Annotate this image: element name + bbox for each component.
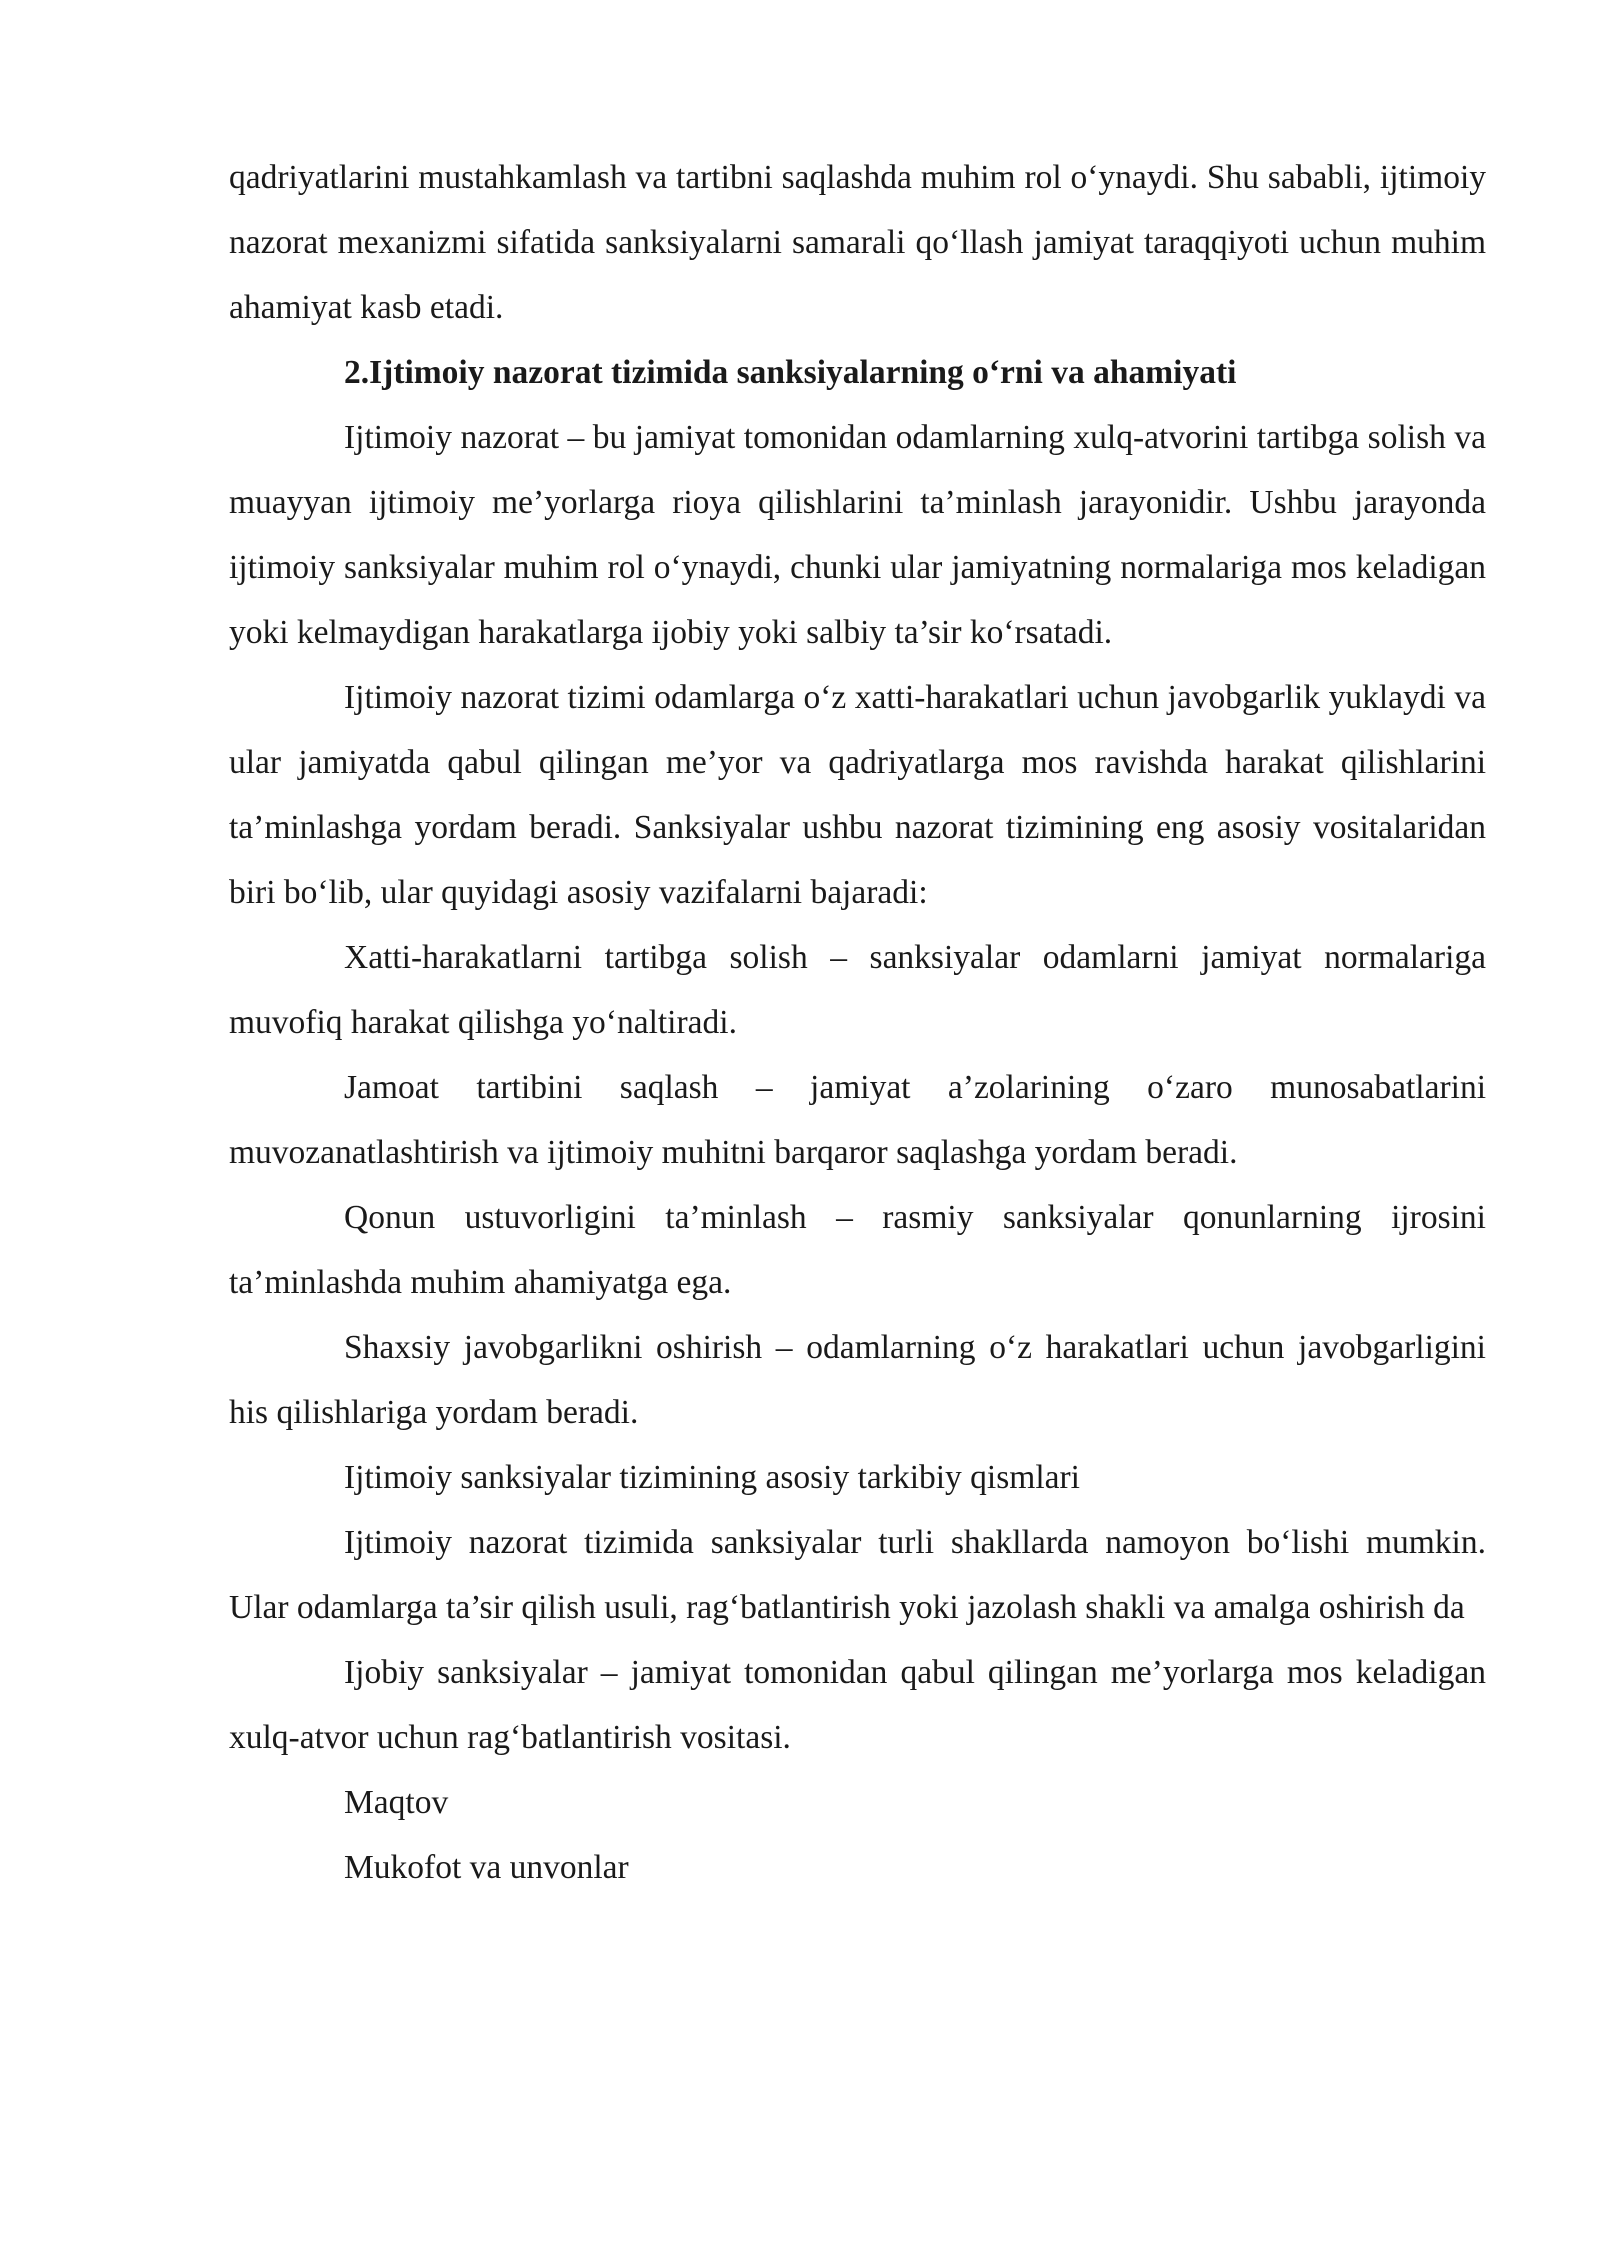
- paragraph-positive-sanctions: Ijobiy sanksiyalar – jamiyat tomonidan qabul qilingan me’yorlarga mos keladigan xulq-atvor uchun rag‘batlantirish vositasi.: [229, 1654, 1486, 1756]
- paragraph-function-3: Qonun ustuvorligini ta’minlash – rasmiy sanksiyalar qonunlarning ijrosini ta’minlashda muhim ahamiyatga ega.: [229, 1199, 1486, 1301]
- subheading-components: Ijtimoiy sanksiyalar tizimining asosiy tarkibiy qismlari: [344, 1459, 1080, 1496]
- paragraph-function-4: Shaxsiy javobgarlikni oshirish – odamlarning o‘z harakatlari uchun javobgarligini his qilishlariga yordam beradi.: [229, 1329, 1486, 1431]
- paragraph-function-2: Jamoat tartibini saqlash – jamiyat a’zolarining o‘zaro munosabatlarini muvozanatlashtirish va ijtimoiy muhitni barqaror saqlashga yordam beradi.: [229, 1069, 1486, 1171]
- list-item-praise: Maqtov: [344, 1784, 449, 1821]
- paragraph-definition: Ijtimoiy nazorat – bu jamiyat tomonidan odamlarning xulq-atvorini tartibga solish va muayyan ijtimoiy me’yorlarga rioya qilishlarini ta’minlash jarayonidir. Ushbu jarayonda ijtimoiy sanksiyalar muhim rol o‘ynaydi, chunki ular jamiyatning normalariga mos keladigan yoki kelmaydigan harakatlarga ijobiy yoki salbiy ta’sir ko‘rsatadi.: [229, 419, 1486, 651]
- paragraph-function-1: Xatti-harakatlarni tartibga solish – sanksiyalar odamlarni jamiyat normalariga muvofiq harakat qilishga yo‘naltiradi.: [229, 939, 1486, 1041]
- paragraph-continuation: qadriyatlarini mustahkamlash va tartibni saqlashda muhim rol o‘ynaydi. Shu sababli, ijtimoiy nazorat mexanizmi sifatida sanksiyalarni samarali qo‘llash jamiyat taraqqiyoti uchun muhim ahamiyat kasb etadi.: [229, 159, 1486, 326]
- list-item-awards: Mukofot va unvonlar: [344, 1849, 629, 1886]
- paragraph-forms: Ijtimoiy nazorat tizimida sanksiyalar turli shakllarda namoyon bo‘lishi mumkin. Ular odamlarga ta’sir qilish usuli, rag‘batlantirish yoki jazolash shakli va amalga oshirish da: [229, 1524, 1486, 1626]
- section-heading: 2.Ijtimoiy nazorat tizimida sanksiyalarning o‘rni va ahamiyati: [344, 354, 1237, 391]
- document-page: [229, 145, 1486, 1900]
- paragraph-system: Ijtimoiy nazorat tizimi odamlarga o‘z xatti-harakatlari uchun javobgarlik yuklaydi va ular jamiyatda qabul qilingan me’yor va qadriyatlarga mos ravishda harakat qilishlarini ta’minlashga yordam beradi. Sanksiyalar ushbu nazorat tizimining eng asosiy vositalaridan biri bo‘lib, ular quyidagi asosiy vazifalarni bajaradi:: [229, 679, 1486, 911]
